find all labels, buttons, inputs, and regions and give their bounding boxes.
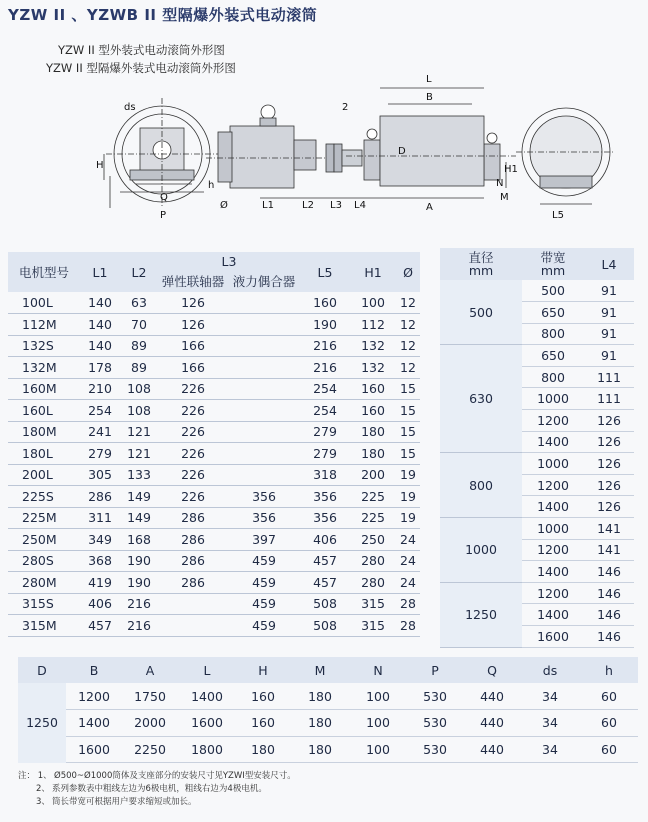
belt-diameter: 800: [440, 453, 522, 518]
motor-cell: 225: [350, 486, 396, 508]
note-number: 2、: [36, 784, 50, 794]
motor-cell: 311: [80, 507, 120, 529]
belt-width: 650: [522, 302, 584, 324]
label-H: H: [96, 160, 104, 171]
belt-L4: 126: [584, 496, 634, 518]
belt-L4: 111: [584, 388, 634, 410]
motor-cell: 279: [80, 443, 120, 465]
belt-table: [440, 248, 634, 648]
motor-cell: 216: [120, 593, 158, 615]
motor-cell: 459: [228, 572, 300, 594]
note-line: [18, 783, 296, 796]
label-A: A: [426, 202, 433, 213]
table-row: [8, 292, 420, 314]
label-L2: L2: [302, 200, 314, 211]
dim-D: 1250: [18, 683, 66, 763]
motor-cell: 286: [80, 486, 120, 508]
belt-width: 1200: [522, 582, 584, 604]
belt-L4: 141: [584, 539, 634, 561]
label-L5: L5: [552, 210, 564, 221]
motor-cell: 318: [300, 464, 350, 486]
motor-cell: 315: [350, 593, 396, 615]
belt-width: 650: [522, 345, 584, 367]
motor-cell: 132S: [8, 335, 80, 357]
dim-header: A: [145, 662, 155, 678]
belt-diameter: 500: [440, 280, 522, 345]
dim-header: B: [89, 662, 99, 678]
label-B: B: [426, 92, 433, 103]
dim-cell: 180: [290, 736, 350, 763]
label-L4: L4: [354, 200, 366, 211]
belt-width: 1200: [522, 410, 584, 432]
motor-cell: 180M: [8, 421, 80, 443]
motor-cell: 24: [396, 550, 420, 572]
label-L: L: [426, 74, 432, 85]
motor-cell: 216: [300, 357, 350, 379]
motor-cell: 178: [80, 357, 120, 379]
dim-cell: 530: [406, 710, 464, 737]
motor-cell: 160: [350, 378, 396, 400]
label-H1: H1: [504, 164, 518, 175]
motor-cell: 459: [228, 550, 300, 572]
header-diameter: 直径 mm: [468, 250, 494, 278]
header-L2: L2: [131, 264, 147, 280]
header-phi: Ø: [403, 264, 413, 280]
belt-width: 1400: [522, 431, 584, 453]
dim-cell: 1600: [178, 710, 236, 737]
belt-L4: 126: [584, 431, 634, 453]
label-h: h: [208, 180, 215, 191]
motor-cell: 279: [300, 421, 350, 443]
motor-cell: 315: [350, 615, 396, 637]
belt-L4: 91: [584, 280, 634, 302]
motor-cell: 315S: [8, 593, 80, 615]
motor-cell: 108: [120, 400, 158, 422]
motor-cell: 12: [396, 357, 420, 379]
belt-row: [440, 453, 634, 475]
motor-cell: 226: [158, 421, 228, 443]
belt-L4: 91: [584, 345, 634, 367]
label-L1: L1: [262, 200, 274, 211]
dim-cell: 160: [236, 710, 290, 737]
table-row: [8, 507, 420, 529]
belt-row: [440, 345, 634, 367]
table-row: [8, 400, 420, 422]
dimension-table: [18, 657, 638, 763]
belt-L4: 91: [584, 302, 634, 324]
motor-cell: 250: [350, 529, 396, 551]
motor-cell: 140: [80, 314, 120, 336]
motor-cell: 356: [300, 486, 350, 508]
motor-cell: [228, 400, 300, 422]
motor-cell: 254: [300, 400, 350, 422]
motor-cell: 419: [80, 572, 120, 594]
motor-cell: [158, 593, 228, 615]
table-row: [8, 593, 420, 615]
header-belt-width: 带宽 mm: [540, 250, 566, 278]
label-N: N: [496, 178, 504, 189]
belt-diameter: 1250: [440, 582, 522, 647]
motor-cell: 166: [158, 357, 228, 379]
dim-cell: 1600: [66, 736, 122, 763]
dim-cell: 100: [350, 736, 406, 763]
motor-cell: 180: [350, 443, 396, 465]
motor-cell: 254: [300, 378, 350, 400]
belt-diameter: 630: [440, 345, 522, 453]
motor-cell: 149: [120, 507, 158, 529]
motor-cell: 226: [158, 400, 228, 422]
motor-cell: 126: [158, 314, 228, 336]
motor-cell: 15: [396, 443, 420, 465]
table-row: [8, 378, 420, 400]
motor-cell: 24: [396, 529, 420, 551]
motor-cell: 89: [120, 335, 158, 357]
motor-cell: 226: [158, 378, 228, 400]
motor-cell: 112M: [8, 314, 80, 336]
belt-width: 1400: [522, 561, 584, 583]
motor-cell: 15: [396, 421, 420, 443]
motor-cell: 89: [120, 357, 158, 379]
motor-cell: 70: [120, 314, 158, 336]
motor-cell: 457: [300, 550, 350, 572]
belt-width: 800: [522, 366, 584, 388]
motor-cell: [228, 314, 300, 336]
motor-cell: 180L: [8, 443, 80, 465]
table-row: [8, 550, 420, 572]
table-row: [8, 335, 420, 357]
dim-cell: 34: [520, 683, 580, 710]
motor-cell: 397: [228, 529, 300, 551]
motor-cell: 459: [228, 615, 300, 637]
dim-cell: 34: [520, 710, 580, 737]
belt-L4: 126: [584, 410, 634, 432]
subtitle-2: YZW II 型隔爆外装式电动滚筒外形图: [46, 61, 236, 75]
motor-cell: 457: [80, 615, 120, 637]
motor-cell: 406: [300, 529, 350, 551]
dim-cell: 160: [236, 683, 290, 710]
motor-cell: 132: [350, 357, 396, 379]
motor-cell: 250M: [8, 529, 80, 551]
belt-L4: 141: [584, 518, 634, 540]
belt-L4: 146: [584, 626, 634, 648]
motor-cell: [228, 443, 300, 465]
dim-cell: 2000: [122, 710, 178, 737]
motor-cell: 160M: [8, 378, 80, 400]
dim-cell: 530: [406, 736, 464, 763]
motor-cell: 132M: [8, 357, 80, 379]
header-L3-elastic: 弹性联轴器: [161, 274, 225, 289]
outline-drawing: [96, 58, 616, 234]
belt-width: 1400: [522, 604, 584, 626]
dim-cell: 60: [580, 736, 638, 763]
label-M: M: [500, 192, 509, 203]
motor-cell: 305: [80, 464, 120, 486]
motor-cell: 108: [120, 378, 158, 400]
table-row: [8, 464, 420, 486]
motor-cell: 216: [120, 615, 158, 637]
dim-cell: 440: [464, 683, 520, 710]
motor-cell: 121: [120, 421, 158, 443]
motor-cell: [228, 464, 300, 486]
motor-cell: 459: [228, 593, 300, 615]
page-title: YZW II 、YZWB II 型隔爆外装式电动滚筒: [8, 6, 318, 24]
motor-cell: 190: [120, 572, 158, 594]
motor-cell: [228, 357, 300, 379]
motor-cell: 225S: [8, 486, 80, 508]
motor-cell: 121: [120, 443, 158, 465]
motor-cell: 190: [300, 314, 350, 336]
motor-cell: 356: [228, 507, 300, 529]
dim-cell: 100: [350, 710, 406, 737]
dim-cell: 60: [580, 683, 638, 710]
motor-cell: 100: [350, 292, 396, 314]
motor-cell: 368: [80, 550, 120, 572]
motor-cell: 180: [350, 421, 396, 443]
dim-cell: 440: [464, 736, 520, 763]
motor-cell: 12: [396, 314, 420, 336]
motor-cell: 126: [158, 292, 228, 314]
motor-cell: 210: [80, 378, 120, 400]
belt-width: 1000: [522, 453, 584, 475]
dim-row: [18, 710, 638, 737]
subtitle-1: YZW II 型外装式电动滚筒外形图: [58, 43, 225, 57]
motor-table: [8, 252, 420, 637]
dim-cell: 1750: [122, 683, 178, 710]
motor-cell: 216: [300, 335, 350, 357]
motor-cell: 356: [300, 507, 350, 529]
dim-header: M: [314, 662, 326, 678]
motor-cell: 133: [120, 464, 158, 486]
belt-row: [440, 582, 634, 604]
dim-header: L: [203, 662, 211, 678]
motor-cell: 12: [396, 335, 420, 357]
motor-cell: 286: [158, 572, 228, 594]
belt-row: [440, 280, 634, 302]
motor-cell: 254: [80, 400, 120, 422]
belt-L4: 146: [584, 561, 634, 583]
header-H1: H1: [364, 264, 382, 280]
motor-cell: 140: [80, 335, 120, 357]
motor-cell: 168: [120, 529, 158, 551]
motor-cell: [158, 615, 228, 637]
note-number: 3、: [36, 797, 50, 807]
motor-cell: 508: [300, 593, 350, 615]
belt-width: 500: [522, 280, 584, 302]
note-line: [18, 770, 296, 783]
motor-cell: 280S: [8, 550, 80, 572]
belt-L4: 111: [584, 366, 634, 388]
dim-cell: 180: [290, 710, 350, 737]
motor-cell: 241: [80, 421, 120, 443]
motor-cell: 149: [120, 486, 158, 508]
table-row: [8, 486, 420, 508]
dim-header: h: [605, 662, 613, 678]
belt-width: 1000: [522, 518, 584, 540]
dim-header: ds: [542, 662, 558, 678]
belt-width: 1000: [522, 388, 584, 410]
label-ds: ds: [124, 102, 136, 113]
belt-width: 1200: [522, 539, 584, 561]
dim-header: H: [258, 662, 268, 678]
motor-cell: 190: [120, 550, 158, 572]
belt-L4: 126: [584, 474, 634, 496]
note-number: 注： 1、: [18, 771, 52, 781]
dim-cell: 100: [350, 683, 406, 710]
motor-cell: 63: [120, 292, 158, 314]
motor-cell: 225M: [8, 507, 80, 529]
motor-cell: 286: [158, 550, 228, 572]
motor-cell: 406: [80, 593, 120, 615]
notes: [18, 770, 296, 809]
motor-cell: 286: [158, 507, 228, 529]
header-L4: L4: [601, 256, 617, 272]
motor-cell: 160: [350, 400, 396, 422]
dim-header: P: [431, 662, 439, 678]
header-L3-hydraulic: 液力偶合器: [232, 274, 296, 289]
dim-header: Q: [487, 662, 497, 678]
table-row: [8, 572, 420, 594]
header-L5: L5: [317, 264, 333, 280]
motor-cell: 100L: [8, 292, 80, 314]
label-P: P: [160, 210, 167, 221]
motor-cell: 28: [396, 593, 420, 615]
motor-cell: 280M: [8, 572, 80, 594]
motor-cell: 508: [300, 615, 350, 637]
dim-cell: 1800: [178, 736, 236, 763]
dim-cell: 530: [406, 683, 464, 710]
belt-width: 1600: [522, 626, 584, 648]
label-L3: L3: [330, 200, 342, 211]
dim-cell: 180: [236, 736, 290, 763]
note-text: 系列参数表中粗线左边为6极电机，粗线右边为4极电机。: [52, 784, 267, 794]
motor-cell: 112: [350, 314, 396, 336]
motor-cell: 280: [350, 550, 396, 572]
dim-row: [18, 736, 638, 763]
dim-row: [18, 683, 638, 710]
motor-cell: 200L: [8, 464, 80, 486]
motor-cell: 457: [300, 572, 350, 594]
motor-cell: 349: [80, 529, 120, 551]
table-row: [8, 421, 420, 443]
label-Q: Q: [160, 192, 168, 203]
label-phi: Ø: [220, 200, 228, 211]
motor-cell: 19: [396, 486, 420, 508]
motor-cell: 279: [300, 443, 350, 465]
belt-diameter: 1000: [440, 518, 522, 583]
motor-body: [230, 126, 294, 188]
motor-cell: 140: [80, 292, 120, 314]
label-D: D: [398, 146, 406, 157]
belt-width: 1400: [522, 496, 584, 518]
dim-cell: 440: [464, 710, 520, 737]
note-line: [18, 796, 296, 809]
motor-cell: 24: [396, 572, 420, 594]
belt-L4: 146: [584, 604, 634, 626]
motor-cell: 226: [158, 486, 228, 508]
table-row: [8, 314, 420, 336]
motor-cell: [228, 378, 300, 400]
motor-cell: 200: [350, 464, 396, 486]
belt-L4: 91: [584, 323, 634, 345]
motor-cell: 160: [300, 292, 350, 314]
motor-cell: 166: [158, 335, 228, 357]
dim-header: N: [373, 662, 383, 678]
belt-width: 800: [522, 323, 584, 345]
table-row: [8, 529, 420, 551]
note-text: 筒长带宽可根据用户要求缩短或加长。: [52, 797, 197, 807]
motor-cell: 280: [350, 572, 396, 594]
dim-cell: 60: [580, 710, 638, 737]
dim-cell: 1400: [178, 683, 236, 710]
belt-L4: 126: [584, 453, 634, 475]
motor-cell: 19: [396, 507, 420, 529]
belt-row: [440, 518, 634, 540]
motor-cell: 19: [396, 464, 420, 486]
dim-cell: 2250: [122, 736, 178, 763]
dim-cell: 1200: [66, 683, 122, 710]
table-row: [8, 615, 420, 637]
dim-cell: 180: [290, 683, 350, 710]
motor-cell: 15: [396, 400, 420, 422]
motor-cell: 225: [350, 507, 396, 529]
label-2: 2: [342, 102, 349, 113]
motor-cell: [228, 292, 300, 314]
motor-cell: [228, 335, 300, 357]
dim-header: D: [37, 662, 47, 678]
drum-body: [380, 116, 484, 186]
belt-L4: 146: [584, 582, 634, 604]
dim-cell: 34: [520, 736, 580, 763]
motor-cell: 12: [396, 292, 420, 314]
header-L3: L3: [221, 253, 237, 269]
motor-cell: 226: [158, 464, 228, 486]
header-model: 电机型号: [18, 265, 69, 280]
table-row: [8, 443, 420, 465]
motor-cell: 132: [350, 335, 396, 357]
dim-cell: 1400: [66, 710, 122, 737]
header-L1: L1: [92, 264, 108, 280]
motor-cell: 160L: [8, 400, 80, 422]
motor-cell: 356: [228, 486, 300, 508]
motor-cell: 15: [396, 378, 420, 400]
motor-cell: 315M: [8, 615, 80, 637]
table-row: [8, 357, 420, 379]
belt-width: 1200: [522, 474, 584, 496]
motor-cell: 286: [158, 529, 228, 551]
motor-cell: 226: [158, 443, 228, 465]
note-text: Ø500~Ø1000筒体及支座部分的安装尺寸见YZWI型安装尺寸。: [54, 771, 296, 781]
motor-cell: 28: [396, 615, 420, 637]
motor-cell: [228, 421, 300, 443]
